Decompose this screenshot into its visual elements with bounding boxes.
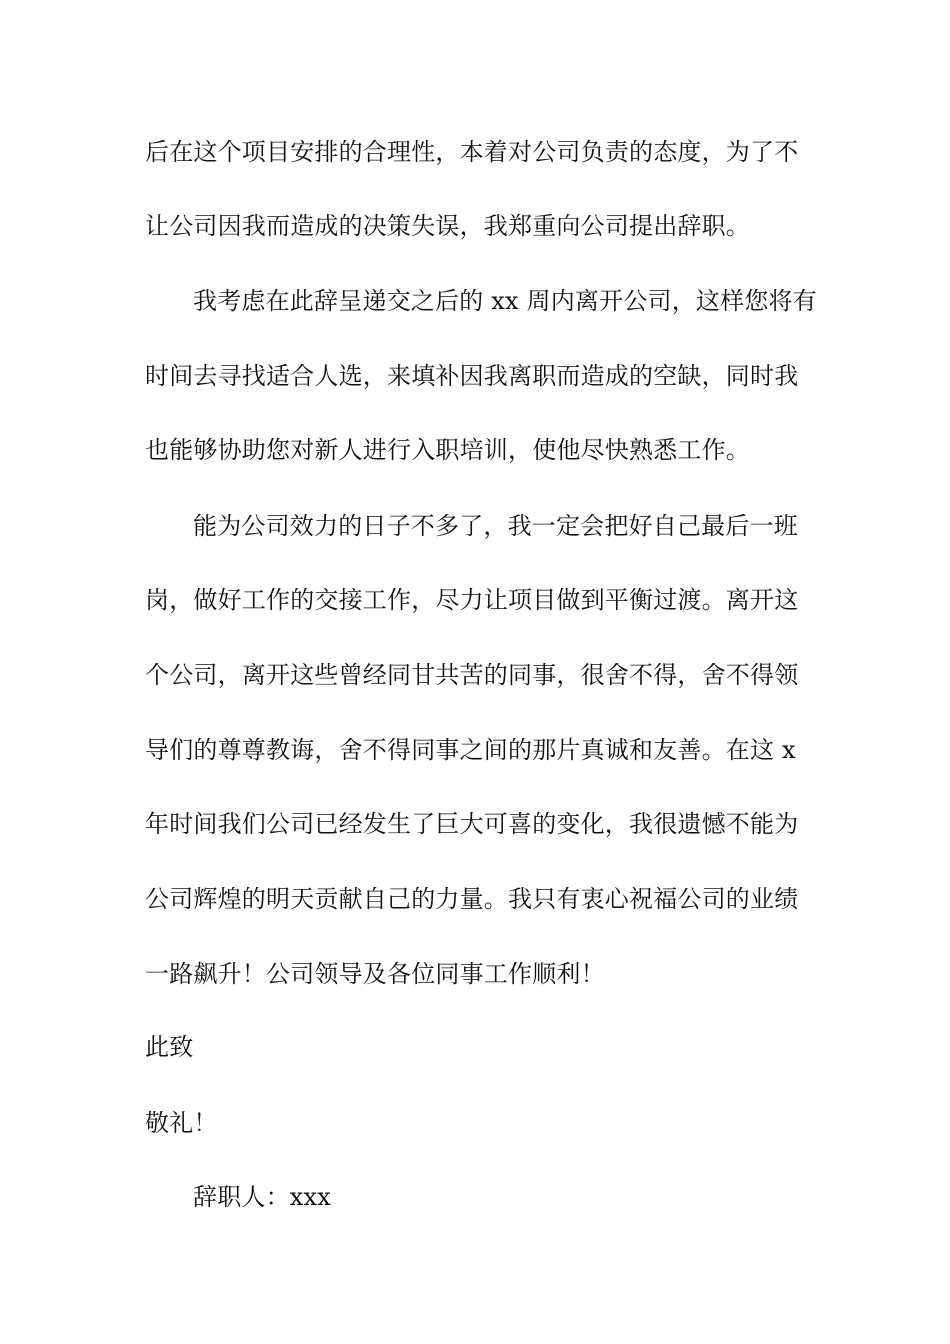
text-line: 也能够协助您对新人进行入职培训，使他尽快熟悉工作。 [145, 436, 750, 464]
text-line: 我考虑在此辞呈递交之后的 xx 周内离开公司，这样您将有 [193, 287, 817, 315]
text-line: 一路飙升！公司领导及各位同事工作顺利！ [145, 960, 605, 988]
text-line: 年时间我们公司已经发生了巨大可喜的变化，我很遗憾不能为 [145, 810, 799, 838]
text-line: 公司辉煌的明天贡献自己的力量。我只有衷心祝福公司的业绩 [145, 885, 799, 913]
text-line: 能为公司效力的日子不多了，我一定会把好自己最后一班 [193, 512, 798, 540]
text-line: 岗，做好工作的交接工作，尽力让项目做到平衡过渡。离开这 [145, 586, 799, 614]
text-line: 导们的尊尊教诲，舍不得同事之间的那片真诚和友善。在这 x [145, 736, 796, 764]
text-line: 时间去寻找适合人选，来填补因我离职而造成的空缺，同时我 [145, 362, 799, 390]
salutation-line: 此致 [145, 1033, 194, 1061]
text-line: 让公司因我而造成的决策失误，我郑重向公司提出辞职。 [145, 212, 750, 240]
text-line: 后在这个项目安排的合理性，本着对公司负责的态度，为了不 [145, 138, 799, 166]
text-line: 个公司，离开这些曾经同甘共苦的同事，很舍不得，舍不得领 [145, 661, 799, 689]
signature-line: 辞职人：xxx [193, 1183, 332, 1211]
salutation-line: 敬礼！ [145, 1109, 218, 1137]
